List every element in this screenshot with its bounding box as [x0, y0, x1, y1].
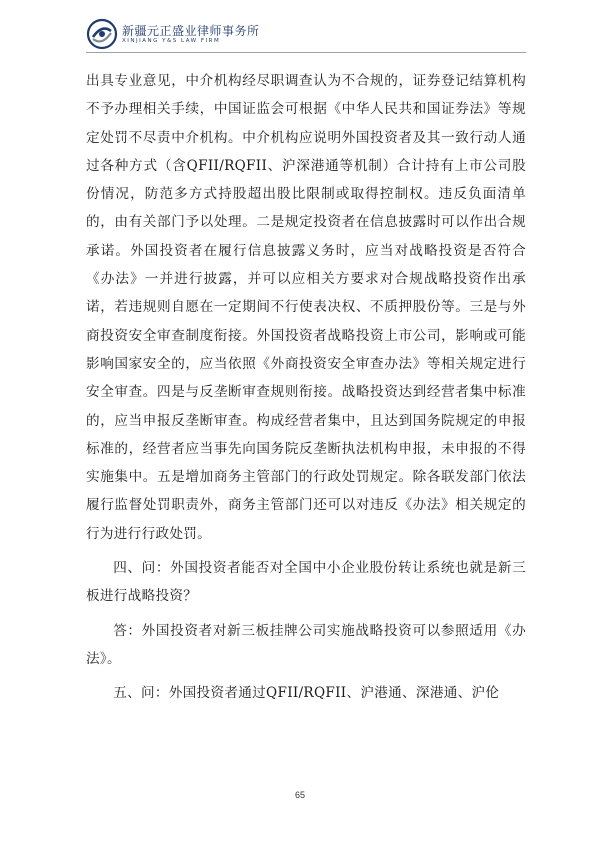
- firm-name-cn: 新疆元正盛业律师事务所: [122, 24, 260, 38]
- firm-name-en: XINJIANG Y&S LAW FIRM: [122, 38, 221, 44]
- header-divider: [86, 52, 526, 53]
- paragraph-continued: 出具专业意见，中介机构经尽职调查认为不合规的，证券登记结算机构不予办理相关手续，中国证监会可根据《中华人民共和国证券法》等规定处罚不尽责中介机构。中介机构应说明外国投资者及其一致行动人通过各种方式（含QFII/RQFII、沪深港通等机制）合计持有上市公司股份情况，防范多方式持股超出股比限制或取得控制权。违反负面清单的，由有关部门予以处理。二是规定投资者在信息披露时可以作出合规承诺。外国投资者在履行信息披露义务时，应当对战略投资是否符合《办法》一并进行披露，并可以应相关方要求对合规战略投资作出承诺，若违规则自愿在一定期间不行使表决权、不质押股份等。三是与外商投资安全审查制度衔接。外国投资者战略投资上市公司，影响或可能影响国家安全的，应当依照《外商投资安全审查办法》等相关规定进行安全审查。四是与反垄断审查规则衔接。战略投资达到经营者集中标准的，应当申报反垄断审查。构成经营者集中，且达到国务院规定的申报标准的，经营者应当事先向国务院反垄断执法机构申报，未申报的不得实施集中。五是增加商务主管部门的行政处罚规定。除各联发部门依法履行监督处罚职责外，商务主管部门还可以对违反《办法》相关规定的行为进行行政处罚。: [86, 73, 526, 542]
- document-body: [86, 67, 526, 708]
- answer-4: 答：外国投资者对新三板挂牌公司实施战略投资可以参照适用《办法》。: [86, 622, 526, 667]
- question-5: 五、问：外国投资者通过QFII/RQFII、沪港通、深港通、沪伦: [113, 685, 500, 702]
- page-header: [86, 14, 526, 54]
- page-number: 65: [294, 790, 305, 800]
- firm-logo-icon: [86, 18, 118, 50]
- question-4: 四、问：外国投资者能否对全国中小企业股份转让系统也就是新三板进行战略投资？: [86, 560, 526, 605]
